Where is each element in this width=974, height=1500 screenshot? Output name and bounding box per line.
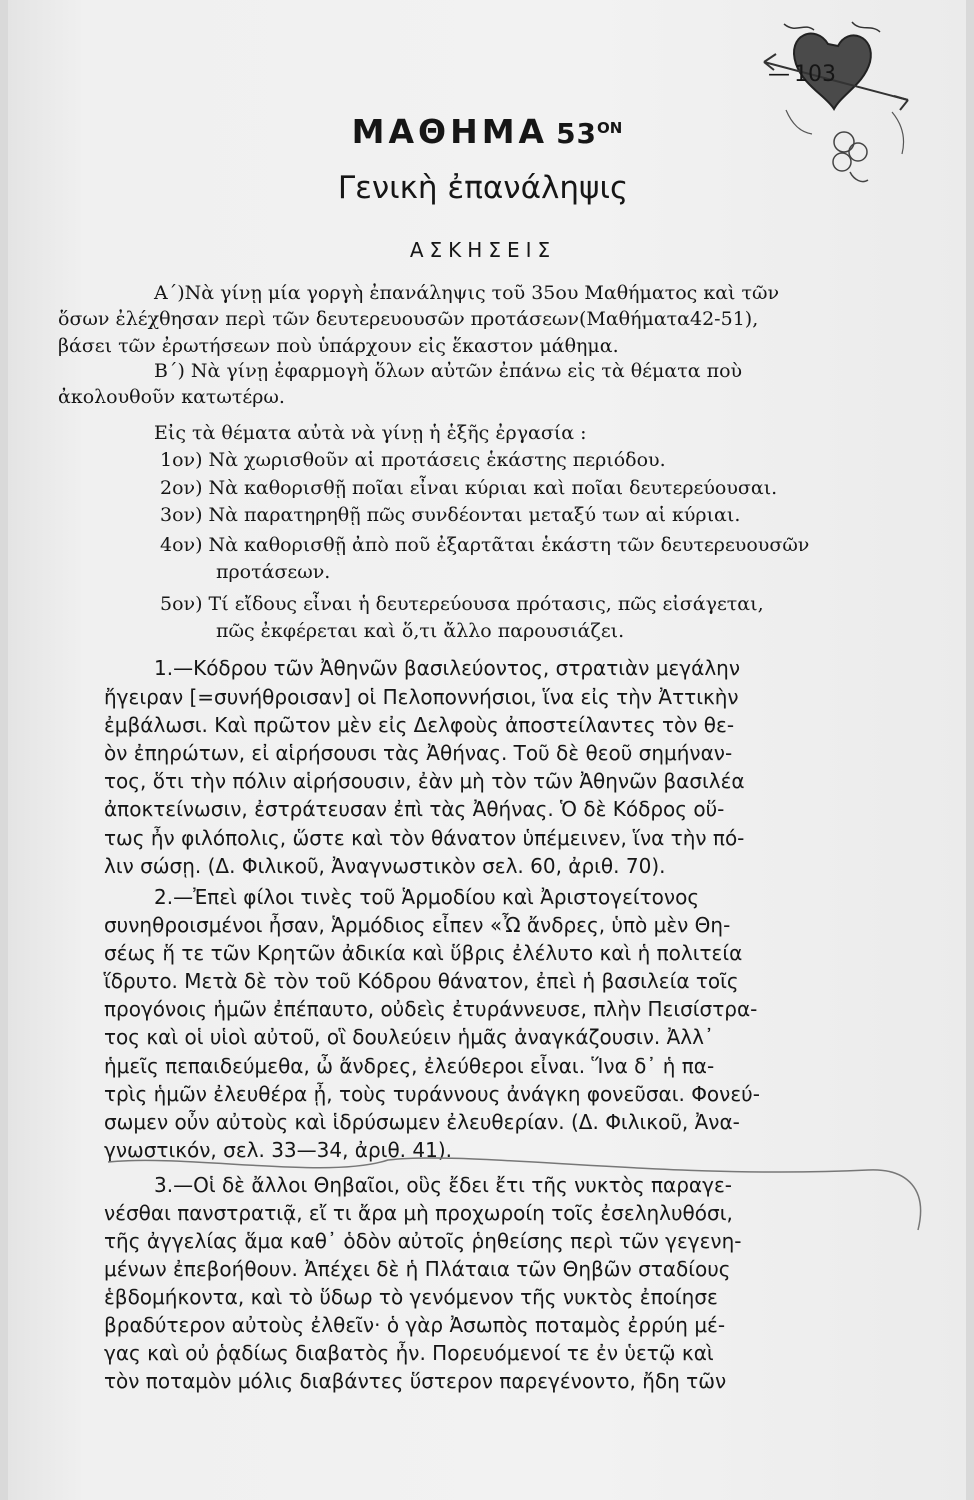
text2-line: σωμεν οὖν αὐτοὺς καὶ ἱδρύσωμεν ἐλευθερίαν. (Δ. Φιλικοῦ, Ἀνα- <box>104 1110 740 1134</box>
text3-line: τῆς ἀγγελίας ἅμα καθ᾽ ὁδὸν αὐτοῖς ῥηθείσης περὶ τῶν γεγενη- <box>104 1229 742 1253</box>
text2-line: γνωστικόν, σελ. 33—34, ἀριθ. 41). <box>104 1138 453 1162</box>
text2-line: τρὶς ἡμῶν ἐλευθέρα ᾖ, τοὺς τυράννους ἀνάγκη φονεῦσαι. Φονεύ- <box>104 1082 760 1106</box>
pencil-annotation-curve-icon <box>68 1150 948 1240</box>
text3-line: βραδύτερον αὐτοὺς ἐλθεῖν· ὁ γὰρ Ἀσωπὸς ποταμὸς ἐρρύη μέ- <box>104 1313 726 1337</box>
heart-arrow-doodle-icon <box>756 14 916 194</box>
exercise-b-line: Β΄) Νὰ γίνῃ ἐφαρμογὴ ὅλων αὐτῶν ἐπάνω εἰς τὰ θέματα ποὺ <box>154 360 743 382</box>
lesson-subtitle: Γενικὴ ἐπανάληψις <box>337 170 629 206</box>
exercise-instructions: Εἰς τὰ θέματα αὐτὰ νὰ γίνῃ ἡ ἑξῆς ἐργασία : <box>154 422 587 444</box>
text2-line: ἵδρυτο. Μετὰ δὲ τὸν τοῦ Κόδρου θάνατον, ἐπεὶ ἡ βασιλεία τοῖς <box>104 969 739 993</box>
text1-line: 1.—Κόδρου τῶν Ἀθηνῶν βασιλεύοντος, στρατιὰν μεγάλην <box>154 656 740 680</box>
exercise-item: 5ον) Τί εἴδους εἶναι ἡ δευτερεύουσα πρότασις, πῶς εἰσάγεται, <box>160 593 764 615</box>
section-heading: ΑΣΚΗΣΕΙΣ <box>409 238 557 262</box>
exercise-a-line: Α΄)Νὰ γίνῃ μία γοργὴ ἐπανάληψις τοῦ 35ου Μαθήματος καὶ τῶν <box>154 282 780 304</box>
exercise-item: 2ον) Νὰ καθορισθῇ ποῖαι εἶναι κύριαι καὶ ποῖαι δευτερεύουσαι. <box>160 477 778 499</box>
text3-line: γας καὶ οὐ ῥᾳδίως διαβατὸς ἦν. Πορευόμενοί τε ἐν ὑετῷ καὶ <box>104 1341 714 1365</box>
text2-line: 2.—Ἐπεὶ φίλοι τινὲς τοῦ Ἁρμοδίου καὶ Ἀριστογείτονος <box>154 885 700 909</box>
text1-line: ἀποκτείνωσιν, ἐστράτευσαν ἐπὶ τὰς Ἀθήνας. Ὁ δὲ Κόδρος οὕ- <box>104 797 725 821</box>
exercise-item: 4ον) Νὰ καθορισθῇ ἀπὸ ποῦ ἐξαρτᾶται ἑκάστη τῶν δευτερευουσῶν <box>160 534 810 556</box>
text1-line: ἐμβάλωσι. Καὶ πρῶτον μὲν εἰς Δελφοὺς ἀποστείλαντες τὸν θε- <box>104 713 735 737</box>
exercise-item: πῶς ἐκφέρεται καὶ ὅ,τι ἄλλο παρουσιάζει. <box>216 620 625 642</box>
text1-line: τως ἦν φιλόπολις, ὥστε καὶ τὸν θάνατον ὑπέμεινεν, ἵνα τὴν πό- <box>104 826 745 850</box>
text1-line: ἤγειραν [=συνήθροισαν] οἱ Πελοποννήσιοι, ἵνα εἰς τὴν Ἀττικὴν <box>104 685 739 709</box>
text3-line: νέσθαι πανστρατιᾷ, εἴ τι ἄρα μὴ προχωροίη τοῖς ἐσεληλυθόσι, <box>104 1201 733 1225</box>
text2-line: τος καὶ οἱ υἱοὶ αὐτοῦ, οἳ δουλεύειν ἡμᾶς ἀναγκάζουσιν. Ἀλλ᾽ <box>104 1025 714 1049</box>
text3-line: τὸν ποταμὸν μόλις διαβάντες ὕστερον παρεγένοντο, ἤδη τῶν <box>104 1369 727 1393</box>
text1-line: ὸν ἐπηρώτων, εἰ αἱρήσουσι τὰς Ἀθήνας. Τοῦ δὲ θεοῦ σημήναν- <box>104 741 733 765</box>
exercise-b-line: ἀκολουθοῦν κατωτέρω. <box>58 386 285 408</box>
exercise-item: 1ον) Νὰ χωρισθοῦν αἱ προτάσεις ἑκάστης περιόδου. <box>160 449 666 471</box>
book-page <box>8 0 966 1500</box>
exercise-item: 3ον) Νὰ παρατηρηθῇ πῶς συνδέονται μεταξύ των αἱ κύριαι. <box>160 504 741 526</box>
text1-line: λιν σώσῃ. (Δ. Φιλικοῦ, Ἀναγνωστικὸν σελ. 60, ἀριθ. 70). <box>104 854 666 878</box>
exercise-a-line: βάσει τῶν ἐρωτήσεων ποὺ ὑπάρχουν εἰς ἕκαστον μάθημα. <box>58 335 619 357</box>
lesson-title: ΜΑΘΗΜΑ $53^{ON}$ <box>351 112 623 151</box>
text2-line: προγόνοις ἡμῶν ἐπέπαυτο, οὐδεὶς ἐτυράννευσε, πλὴν Πεισίστρα- <box>104 997 758 1021</box>
text1-line: τος, ὅτι τὴν πόλιν αἱρήσουσιν, ἐὰν μὴ τὸν τῶν Ἀθηνῶν βασιλέα <box>104 769 745 793</box>
exercise-a-line: ὅσων ἐλέχθησαν περὶ τῶν δευτερευουσῶν προτάσεων(Μαθήματα42-51), <box>58 308 759 330</box>
text3-line: ἑβδομήκοντα, καὶ τὸ ὕδωρ τὸ γενόμενον τῆς νυκτὸς ἐποίησε <box>104 1285 718 1309</box>
text2-line: ἡμεῖς πεπαιδεύμεθα, ὦ ἄνδρες, ἐλεύθεροι εἶναι. Ἵνα δ᾽ ἡ πα- <box>104 1054 715 1078</box>
page-number: — 103 <box>768 62 836 87</box>
text2-line: σέως ἥ τε τῶν Κρητῶν ἀδικία καὶ ὕβρις ἐλέλυτο καὶ ἡ πολιτεία <box>104 941 743 965</box>
text3-line: 3.—Οἱ δὲ ἄλλοι Θηβαῖοι, οὓς ἔδει ἔτι τῆς νυκτὸς παραγε- <box>154 1173 732 1197</box>
text2-line: συνηθροισμένοι ἦσαν, Ἁρμόδιος εἶπεν «Ὦ ἄνδρες, ὑπὸ μὲν Θη- <box>104 913 731 937</box>
exercise-item: προτάσεων. <box>216 561 331 583</box>
text3-line: μένων ἐπεβοήθουν. Ἀπέχει δὲ ἡ Πλάταια τῶν Θηβῶν σταδίους <box>104 1257 731 1281</box>
